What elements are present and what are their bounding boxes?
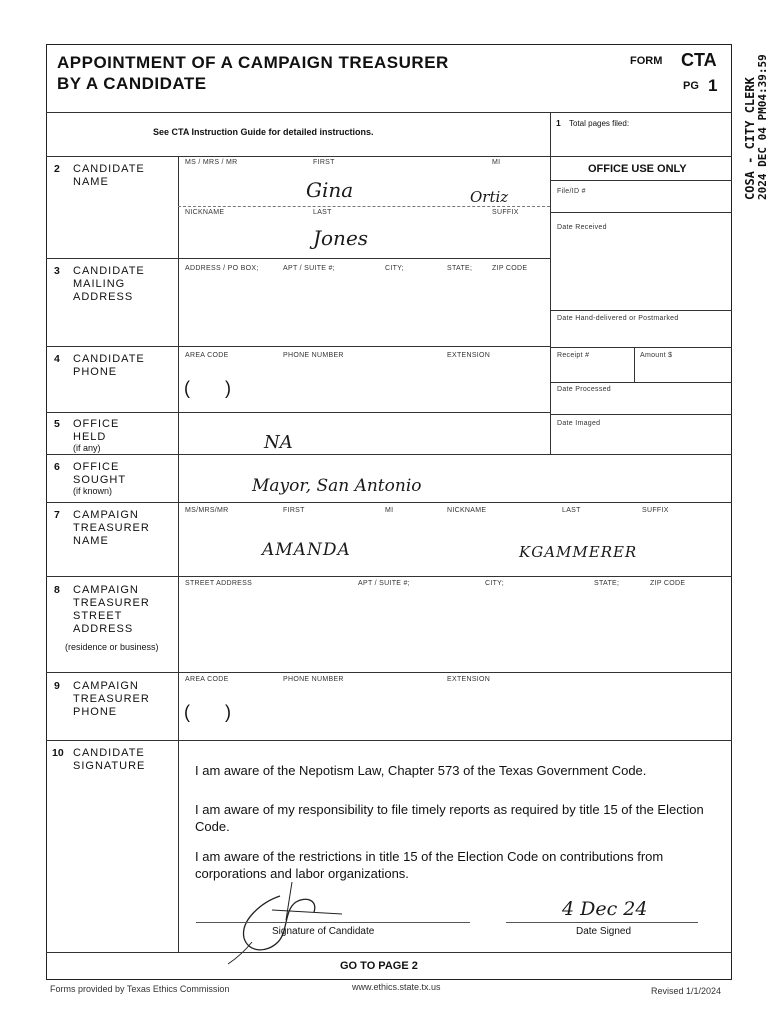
stamp-line-1: COSA - CITY CLERK (743, 77, 757, 200)
treasurer-zip-label: ZIP CODE (650, 580, 686, 587)
section-6-number: 6 (54, 461, 60, 473)
form-code: CTA (681, 50, 717, 70)
section-6-sublabel: (if known) (73, 486, 113, 496)
form-title-line2: BY A CANDIDATE (57, 74, 207, 93)
candidate-signature (222, 880, 402, 970)
section-10-label-1: CANDIDATE (73, 747, 145, 759)
section-7-label-1: CAMPAIGN (73, 509, 139, 521)
office-amount-label: Amount $ (640, 352, 673, 359)
treasurer-ms-label: MS/MRS/MR (185, 507, 229, 514)
section-5-sublabel: (if any) (73, 443, 101, 453)
office-receipt-label: Receipt # (557, 352, 590, 359)
office-use-left-border (550, 156, 551, 454)
section-10-label-2: SIGNATURE (73, 760, 146, 772)
row-divider-1 (46, 156, 732, 157)
candidate-suffix-label: SUFFIX (492, 209, 519, 216)
section-6-label-1: OFFICE (73, 461, 120, 473)
treasurer-first-label: FIRST (283, 507, 305, 514)
section-9-label-1: CAMPAIGN (73, 680, 139, 692)
treasurer-apt-label: APT / SUITE #; (358, 580, 410, 587)
row-divider-5 (46, 454, 732, 455)
candidate-last-value[interactable]: Jones (313, 226, 369, 250)
section-2-label-2: NAME (73, 176, 109, 188)
row-divider-6 (46, 502, 732, 503)
candidate-extension-label: EXTENSION (447, 352, 491, 359)
page-number: 1 (708, 76, 718, 95)
total-pages-label: Total pages filed: (569, 119, 630, 128)
section-8-label-4: ADDRESS (73, 623, 134, 635)
section-3-number: 3 (54, 265, 60, 277)
candidate-zip-label: ZIP CODE (492, 265, 528, 272)
reporting-statement: I am aware of my responsibility to file timely reports as required by title 15 of the Election Code. (195, 802, 704, 834)
office-divider-4 (550, 382, 732, 383)
candidate-city-label: CITY; (385, 265, 404, 272)
section-7-label-2: TREASURER (73, 522, 150, 534)
total-pages-number: 1 (556, 118, 561, 128)
treasurer-state-label: STATE; (594, 580, 620, 587)
candidate-mi-label: MI (492, 159, 501, 166)
office-date-imaged-label: Date Imaged (557, 420, 601, 427)
office-use-title-divider (550, 180, 732, 181)
candidate-state-label: STATE; (447, 265, 473, 272)
contributions-statement: I am aware of the restrictions in title 15 of the Election Code on contributions from corporations and labor organizations. (195, 849, 664, 881)
section-4-label-1: CANDIDATE (73, 353, 145, 365)
section-5-number: 5 (54, 418, 60, 430)
treasurer-last-value[interactable]: KGAMMERER (519, 543, 638, 561)
section-2-label-1: CANDIDATE (73, 163, 145, 175)
instructions-text: See CTA Instruction Guide for detailed instructions. (153, 127, 374, 137)
section-5-label-2: HELD (73, 431, 107, 443)
treasurer-mi-label: MI (385, 507, 394, 514)
row-divider-8 (46, 672, 732, 673)
section-7-label-3: NAME (73, 535, 109, 547)
office-use-title: OFFICE USE ONLY (588, 163, 687, 175)
candidate-nickname-label: NICKNAME (185, 209, 225, 216)
row-divider-9 (46, 740, 732, 741)
section-8-label-1: CAMPAIGN (73, 584, 139, 596)
treasurer-extension-label: EXTENSION (447, 676, 491, 683)
section-8-label-3: STREET (73, 610, 123, 622)
candidate-last-label: LAST (313, 209, 332, 216)
candidate-area-code-parens[interactable]: ( ) (184, 378, 231, 398)
stamp-line-2: 2024 DEC 04 PM04:39:59 (756, 54, 769, 200)
row-divider-10 (46, 952, 732, 953)
row-divider-3 (46, 346, 550, 347)
signature-label: Signature of Candidate (272, 926, 375, 937)
section-2-number: 2 (54, 163, 60, 175)
office-sought-value[interactable]: Mayor, San Antonio (252, 476, 422, 496)
section-9-number: 9 (54, 680, 60, 692)
candidate-area-code-label: AREA CODE (185, 352, 229, 359)
section-8-label-2: TREASURER (73, 597, 150, 609)
treasurer-area-code-parens[interactable]: ( ) (184, 702, 231, 722)
footer-left: Forms provided by Texas Ethics Commission (50, 984, 230, 994)
date-signed-line (506, 922, 698, 923)
section-3-label-2: MAILING (73, 278, 126, 290)
treasurer-first-value[interactable]: AMANDA (262, 540, 351, 560)
office-divider-1 (550, 212, 732, 213)
treasurer-suffix-label: SUFFIX (642, 507, 669, 514)
label-column-divider (178, 156, 179, 952)
office-divider-5 (550, 414, 732, 415)
treasurer-street-label: STREET ADDRESS (185, 580, 253, 587)
office-held-value[interactable]: NA (264, 432, 293, 453)
row-divider-2 (46, 258, 550, 259)
candidate-address-label: ADDRESS / PO BOX; (185, 265, 259, 272)
office-receipt-divider (634, 347, 635, 382)
treasurer-last-label: LAST (562, 507, 581, 514)
section-10-number: 10 (52, 747, 64, 759)
date-signed-label: Date Signed (576, 926, 632, 937)
section-6-label-2: SOUGHT (73, 474, 127, 486)
office-divider-3 (550, 347, 732, 348)
section-9-label-3: PHONE (73, 706, 118, 718)
treasurer-phone-number-label: PHONE NUMBER (283, 676, 344, 683)
treasurer-nickname-label: NICKNAME (447, 507, 487, 514)
row-divider-4 (46, 412, 550, 413)
section-8-sublabel: (residence or business) (65, 642, 159, 652)
section-9-label-2: TREASURER (73, 693, 150, 705)
candidate-mi-value[interactable]: Ortiz (470, 188, 509, 206)
section-7-number: 7 (54, 509, 60, 521)
clerk-received-stamp (742, 34, 770, 214)
candidate-first-label: FIRST (313, 159, 335, 166)
footer-website[interactable]: www.ethics.state.tx.us (352, 982, 441, 992)
office-file-id-label: File/ID # (557, 188, 586, 195)
section-5-label-1: OFFICE (73, 418, 120, 430)
header-divider (46, 112, 732, 113)
section-8-number: 8 (54, 584, 60, 596)
signature-line (196, 922, 470, 923)
candidate-apt-label: APT / SUITE #; (283, 265, 335, 272)
form-title-line1: APPOINTMENT OF A CAMPAIGN TREASURER (57, 53, 449, 72)
section-4-label-2: PHONE (73, 366, 118, 378)
section-4-number: 4 (54, 353, 60, 365)
candidate-phone-number-label: PHONE NUMBER (283, 352, 344, 359)
go-to-page-2: GO TO PAGE 2 (340, 960, 418, 972)
office-date-processed-label: Date Processed (557, 386, 612, 393)
instructions-divider (550, 112, 551, 156)
page-prefix: PG (683, 80, 699, 92)
footer-revised: Revised 1/1/2024 (651, 986, 722, 996)
treasurer-city-label: CITY; (485, 580, 504, 587)
treasurer-area-code-label: AREA CODE (185, 676, 229, 683)
date-signed-value[interactable]: 4 Dec 24 (562, 898, 648, 920)
nepotism-statement: I am aware of the Nepotism Law, Chapter 573 of the Texas Government Code. (195, 763, 647, 778)
candidate-ms-label: MS / MRS / MR (185, 159, 238, 166)
office-divider-2 (550, 310, 732, 311)
office-date-received-label: Date Received (557, 224, 607, 231)
candidate-first-value[interactable]: Gina (306, 178, 354, 202)
row-divider-7 (46, 576, 732, 577)
office-date-hand-delivered-label: Date Hand-delivered or Postmarked (557, 315, 679, 322)
candidate-name-divider (178, 206, 550, 207)
form-prefix: FORM (630, 55, 663, 67)
section-3-label-1: CANDIDATE (73, 265, 145, 277)
section-3-label-3: ADDRESS (73, 291, 134, 303)
